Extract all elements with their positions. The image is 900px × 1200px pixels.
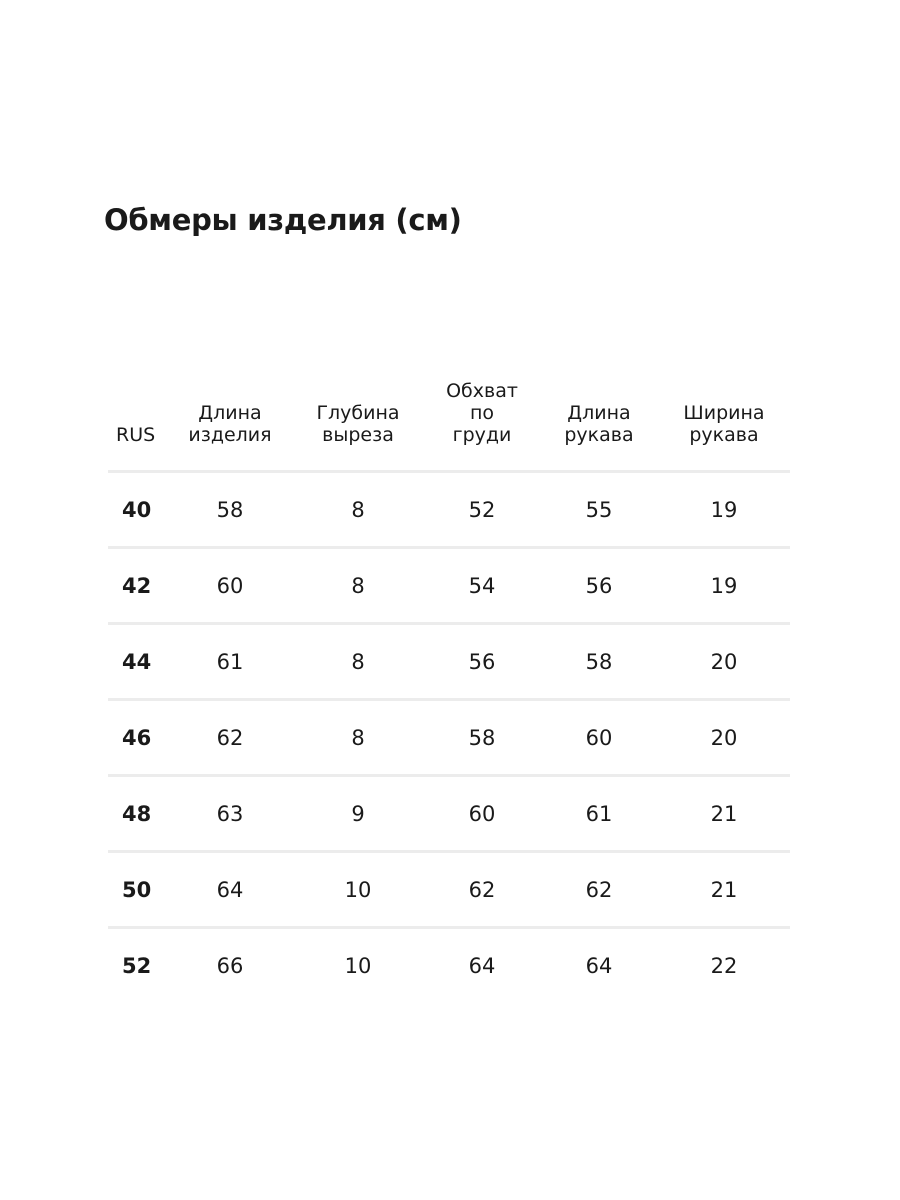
column-header-neckline-depth: Глубина выреза [292, 346, 424, 472]
table-cell: 62 [424, 852, 540, 928]
table-cell: 10 [344, 953, 372, 978]
table-cell: 64 [468, 953, 496, 978]
table-cell: 58 [424, 700, 540, 776]
column-header-rus: RUS [108, 346, 168, 472]
size-cell: 50 [108, 852, 168, 928]
table-cell: 19 [658, 472, 790, 548]
table-cell: 8 [292, 472, 424, 548]
table-cell: 64 [168, 852, 292, 928]
column-header-chest: Обхват по груди [424, 346, 540, 472]
table-cell: 8 [292, 548, 424, 624]
page-title: Обмеры изделия (см) [104, 203, 462, 237]
table-row [108, 776, 790, 852]
table-cell: 20 [658, 700, 790, 776]
table-cell: 61 [540, 776, 658, 852]
table-cell: 60 [540, 700, 658, 776]
size-cell: 52 [122, 953, 152, 978]
size-cell: 44 [108, 624, 168, 700]
table-cell: 19 [658, 548, 790, 624]
table-cell: 61 [168, 624, 292, 700]
table-cell: 9 [292, 776, 424, 852]
table-cell: 56 [424, 624, 540, 700]
table-header-row [108, 346, 790, 472]
table-cell: 10 [292, 852, 424, 928]
size-cell: 40 [108, 472, 168, 548]
table-row [108, 624, 790, 700]
table-cell: 21 [658, 852, 790, 928]
table-cell: 62 [168, 700, 292, 776]
table-cell: 8 [292, 700, 424, 776]
size-cell: 48 [108, 776, 168, 852]
size-cell: 42 [108, 548, 168, 624]
table-cell: 58 [168, 472, 292, 548]
size-table [108, 346, 790, 1002]
table-row [108, 548, 790, 624]
table-cell: 21 [658, 776, 790, 852]
table-cell: 63 [168, 776, 292, 852]
table-cell: 64 [585, 953, 613, 978]
table-cell: 54 [424, 548, 540, 624]
table-cell: 60 [424, 776, 540, 852]
table-cell: 60 [168, 548, 292, 624]
table-row [108, 928, 790, 1003]
table-cell: 55 [540, 472, 658, 548]
table-cell: 20 [658, 624, 790, 700]
column-header-length: Длина изделия [168, 346, 292, 472]
table-cell: 66 [216, 953, 244, 978]
table-cell: 62 [540, 852, 658, 928]
table-row [108, 472, 790, 548]
table-row [108, 852, 790, 928]
table-cell: 58 [540, 624, 658, 700]
column-header-sleeve-length: Длина рукава [540, 346, 658, 472]
table-row [108, 700, 790, 776]
table-cell: 56 [540, 548, 658, 624]
table-cell: 52 [424, 472, 540, 548]
size-cell: 46 [108, 700, 168, 776]
column-header-sleeve-width: Ширина рукава [658, 346, 790, 472]
table-cell: 8 [292, 624, 424, 700]
table-cell: 22 [710, 953, 738, 978]
